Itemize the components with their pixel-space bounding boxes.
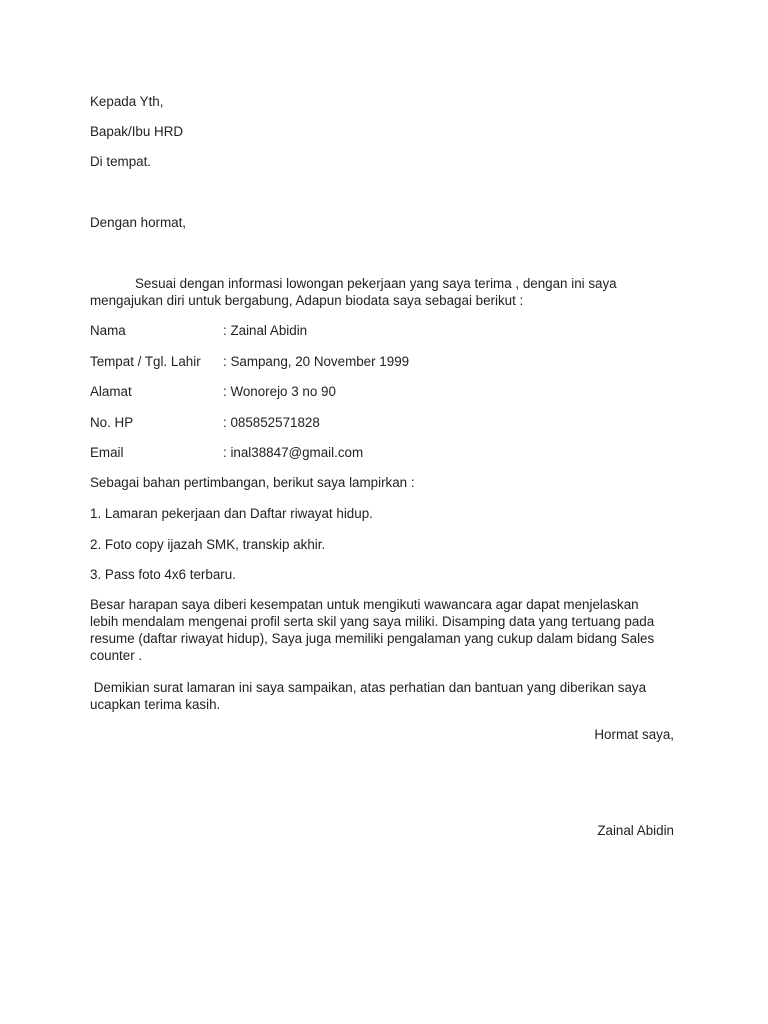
attachment-item: 2. Foto copy ijazah SMK, transkip akhir. bbox=[90, 537, 326, 552]
attachments-intro: Sebagai bahan pertimbangan, berikut saya lampirkan : bbox=[90, 475, 415, 490]
closing-line-2: ucapkan terima kasih. bbox=[90, 697, 221, 712]
biodata-label: Nama bbox=[90, 323, 126, 338]
biodata-row-phone bbox=[90, 414, 320, 431]
biodata-label: Alamat bbox=[90, 384, 132, 399]
intro-line-2: mengajukan diri untuk bergabung, Adapun biodata saya sebagai berikut : bbox=[90, 293, 524, 308]
biodata-row-birth bbox=[90, 353, 409, 370]
signature-name: Zainal Abidin bbox=[597, 823, 674, 838]
biodata-row-email bbox=[90, 444, 363, 461]
biodata-value: : Sampang, 20 November 1999 bbox=[223, 354, 410, 369]
hope-line-4: counter . bbox=[90, 648, 143, 663]
recipient-line-3: Di tempat. bbox=[90, 154, 152, 169]
biodata-value: : Wonorejo 3 no 90 bbox=[223, 384, 336, 399]
biodata-value: : 085852571828 bbox=[223, 415, 320, 430]
closing-line-1: Demikian surat lamaran ini saya sampaikan, atas perhatian dan bantuan yang diberikan saya bbox=[90, 680, 647, 695]
greeting: Dengan hormat, bbox=[90, 215, 187, 230]
recipient-line-1: Kepada Yth, bbox=[90, 94, 164, 109]
hope-line-2: lebih mendalam mengenai profil serta skil yang saya miliki. Disamping data yang tertuang pada bbox=[90, 614, 655, 629]
recipient-line-2: Bapak/Ibu HRD bbox=[90, 124, 184, 139]
hope-line-3: resume (daftar riwayat hidup), Saya juga memiliki pengalaman yang cukup dalam bidang Sales bbox=[90, 631, 655, 646]
biodata-value: : inal38847@gmail.com bbox=[223, 445, 364, 460]
biodata-label: Email bbox=[90, 445, 124, 460]
signoff: Hormat saya, bbox=[594, 727, 674, 742]
attachment-item: 1. Lamaran pekerjaan dan Daftar riwayat hidup. bbox=[90, 506, 373, 521]
biodata-label: No. HP bbox=[90, 415, 134, 430]
biodata-label: Tempat / Tgl. Lahir bbox=[90, 354, 201, 369]
hope-line-1: Besar harapan saya diberi kesempatan untuk mengikuti wawancara agar dapat menjelaskan bbox=[90, 597, 639, 612]
biodata-value: : Zainal Abidin bbox=[223, 323, 308, 338]
intro-line-1-text: Sesuai dengan informasi lowongan pekerjaan yang saya terima , dengan ini saya bbox=[135, 276, 617, 291]
intro-line-1 bbox=[90, 275, 617, 292]
biodata-row-address bbox=[90, 383, 336, 400]
attachment-item: 3. Pass foto 4x6 terbaru. bbox=[90, 567, 236, 582]
biodata-row-name bbox=[90, 322, 307, 339]
